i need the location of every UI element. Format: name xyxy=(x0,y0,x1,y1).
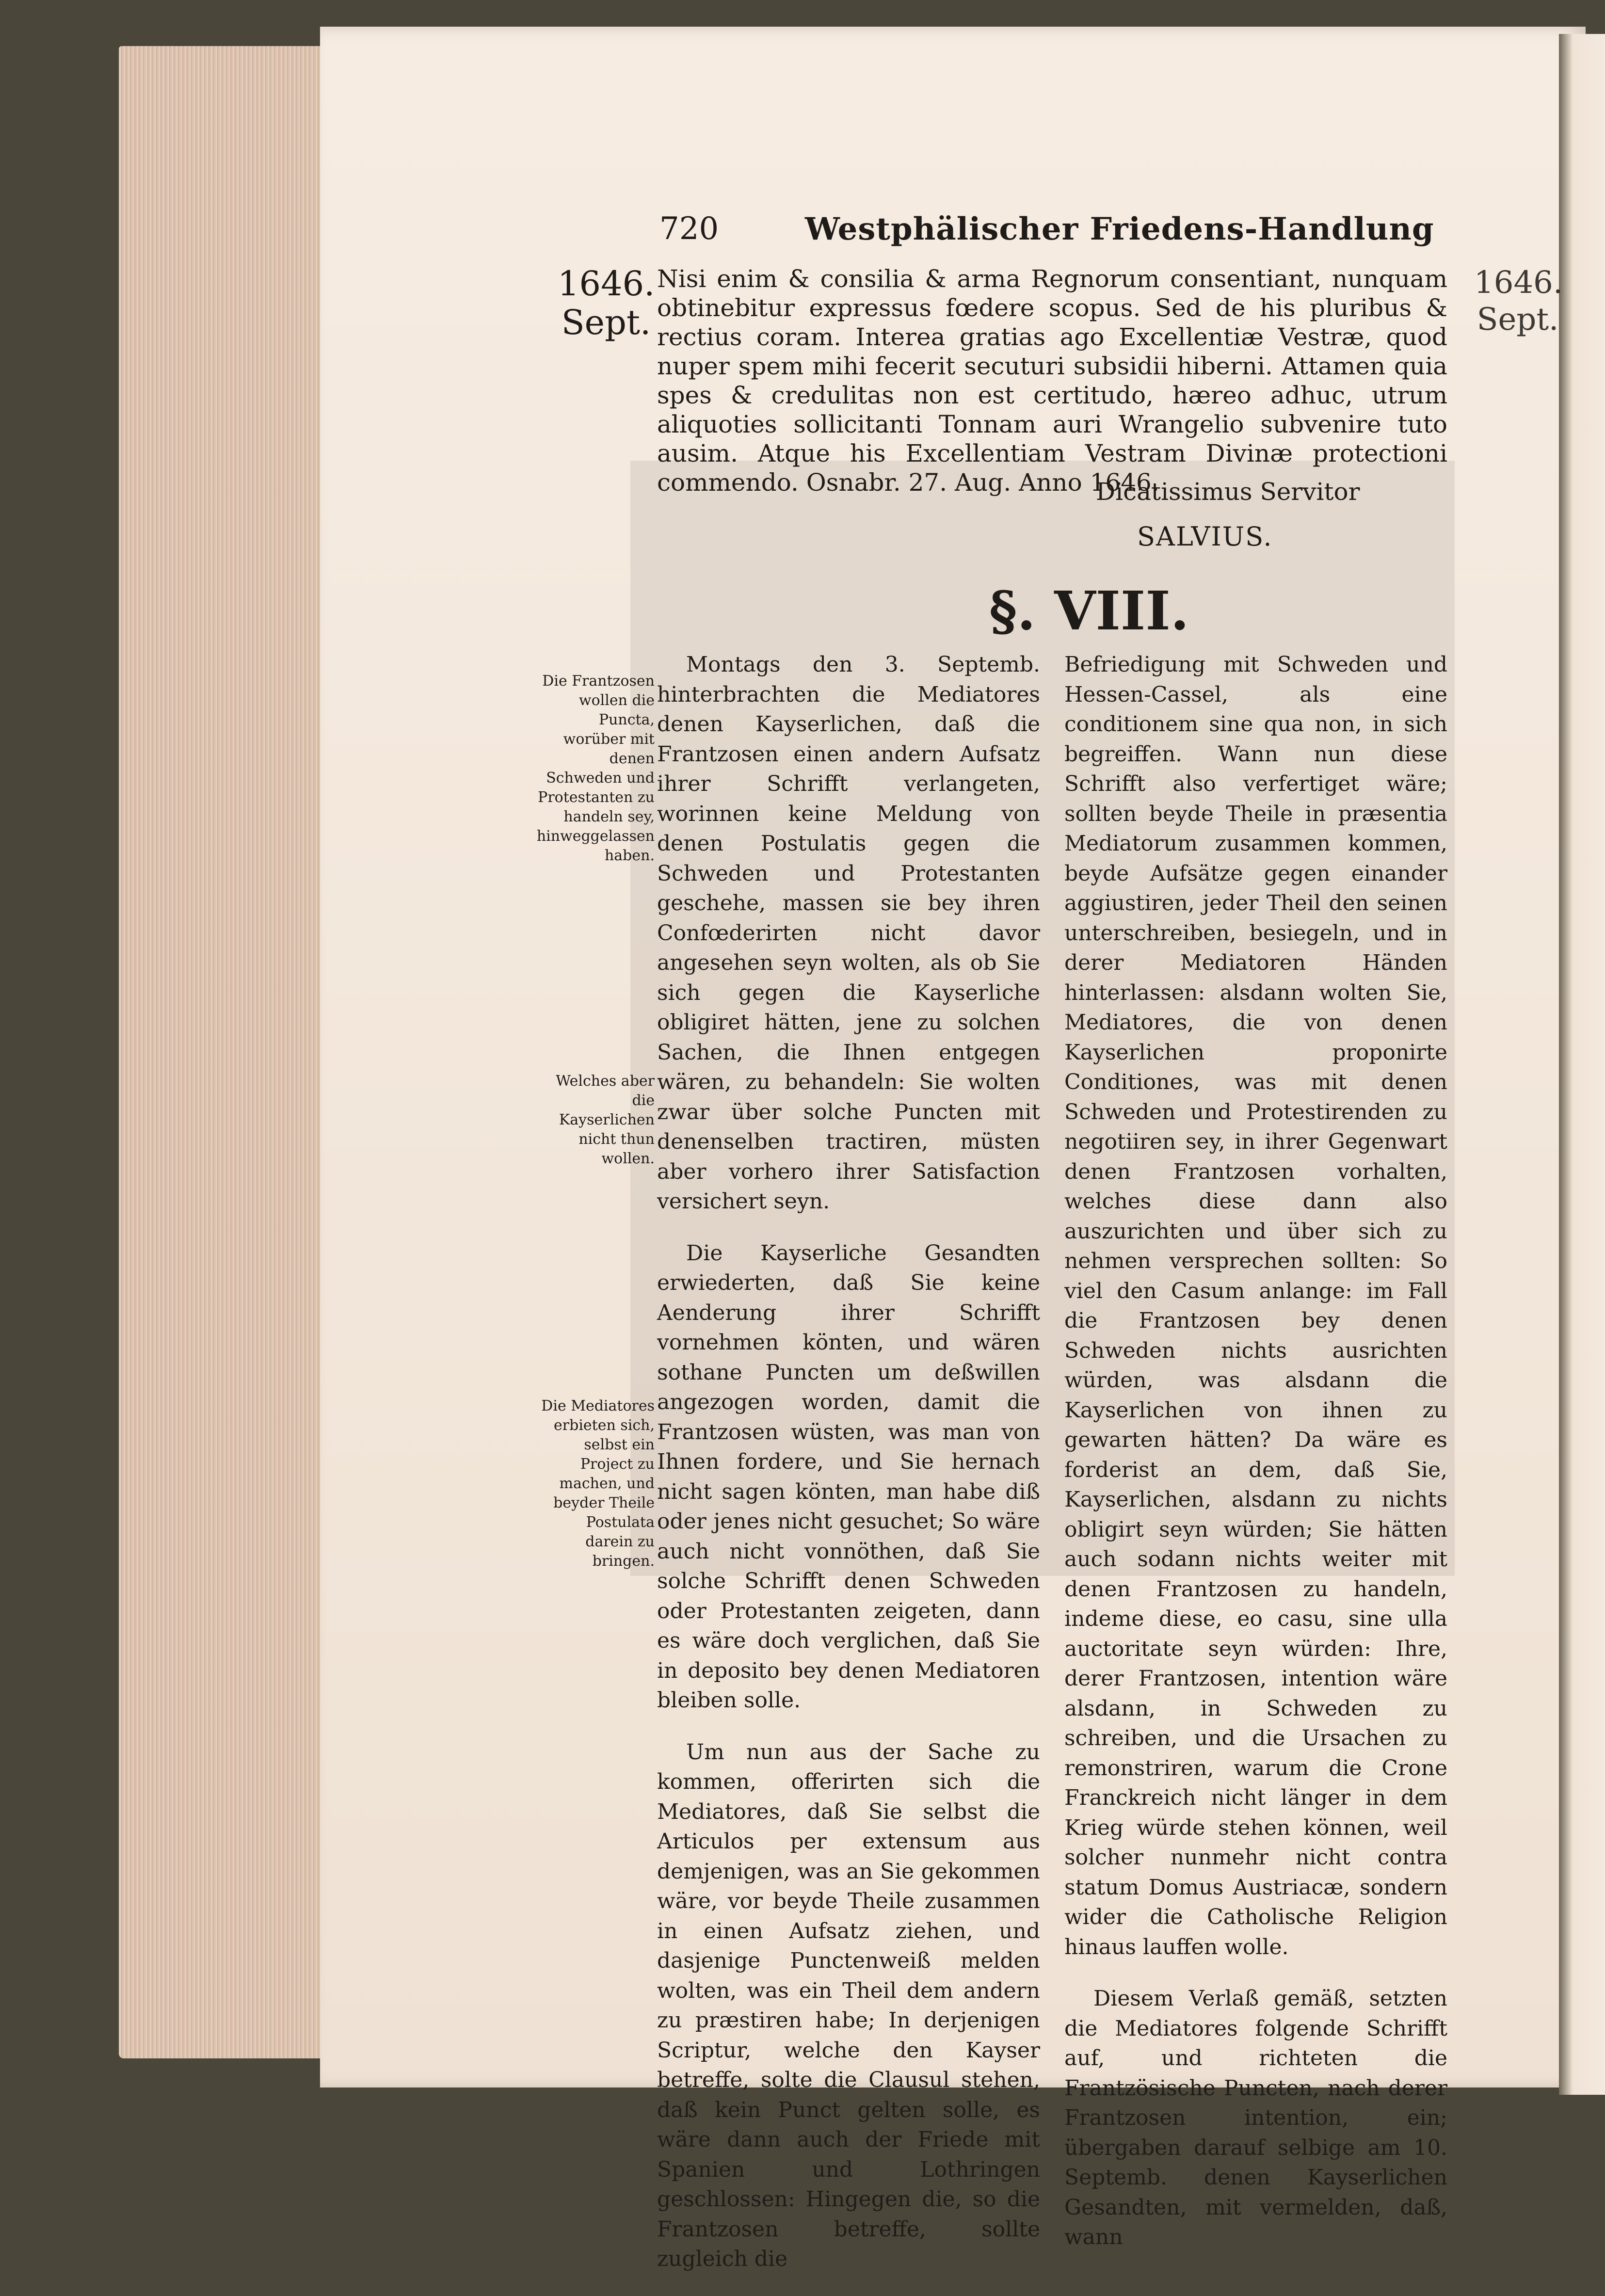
margin-date-facing xyxy=(1474,264,1561,338)
sidenote: Welches aber die Kayserlichen nicht thun wollen. xyxy=(556,1073,655,1167)
page-number: 720 xyxy=(659,211,719,247)
left-column xyxy=(657,650,1040,2296)
running-title: Westphälischer Friedens-Handlung xyxy=(805,211,1434,247)
closing-signature: SALVIUS. xyxy=(1137,521,1273,552)
latin-paragraph xyxy=(657,264,1447,497)
margin-year-facing: 1646. xyxy=(1474,265,1563,301)
paragraph: Befriedigung mit Schweden und Hessen-Cassel, als eine conditionem sine qua non, in sich begreiffen. Wann nun diese Schrifft also verfertiget wäre; sollten beyde Theile in præsentia Mediatorum zusammen kommen, beyde Aufsätze gegen einander aggiustiren, jeder Theil den seinen unterschreiben, besiegeln, und in derer Mediatoren Händen hinterlassen: alsdann wolten Sie, Mediatores, die von denen Kayserlichen proponirte Conditiones, was mit denen Schweden und Protestirenden zu negotiiren sey, in ihrer Gegenwart denen Frantzosen vorhalten, welches diese dann also auszurichten und über sich zu nehmen versprechen sollten: So viel den Casum anlange: im Fall die Frantzosen bey denen Schweden nichts ausrichten würden, was alsdann die Kayserlichen von ihnen zu gewarten hätten? Da wäre es forderist an dem, daß Sie, Kayserlichen, alsdann zu nichts obligirt seyn würden; Sie hätten auch sodann nichts weiter mit denen Frantzosen zu handeln, indeme diese, eo casu, sine ulla auctoritate seyn würden: Ihre, derer Frantzosen, intention wäre alsdann, in Schweden zu schreiben, und die Ursachen zu remonstriren, warum die Crone Franckreich nicht länger in dem Krieg würde stehen können, weil solcher nunmehr nicht contra statum Domus Austriacæ, sondern wider die Catholische Religion hinaus lauffen wolle. xyxy=(1064,652,1447,1959)
facing-page-gutter xyxy=(1559,34,1605,2095)
paragraph: Diesem Verlaß gemäß, setzten die Mediatores folgende Schrifft auf, und richteten die Frantzösische Puncten, nach derer Frantzosen intention, ein; übergaben darauf selbige am 10. Septemb. denen Kayserlichen Gesandten, mit vermelden, daß, wann xyxy=(1064,1986,1447,2249)
margin-month: Sept. xyxy=(561,303,651,342)
sidenote: Die Mediatores erbieten sich, selbst ein Project zu machen, und beyder Theile Postulata darein zu bringen. xyxy=(541,1397,655,1570)
right-column xyxy=(1064,650,1447,2274)
margin-date xyxy=(558,264,655,342)
paragraph: Montags den 3. Septemb. hinterbrachten die Mediatores denen Kayserlichen, daß die Frantzosen einen andern Aufsatz ihrer Schrifft verlangeten, worinnen keine Meldung von denen Postulatis gegen die Schweden und Protestanten geschehe, massen sie bey ihren Confœderirten nicht davor angesehen seyn wolten, als ob Sie sich gegen die Kayserliche obligiret hätten, jene zu solchen Sachen, die Ihnen entgegen wären, zu behandeln: Sie wolten zwar über solche Puncten mit denenselben tractiren, müsten aber vorhero ihrer Satisfaction versichert seyn. xyxy=(657,652,1040,1214)
paragraph: Die Kayserliche Gesandten erwiederten, daß Sie keine Aenderung ihrer Schrifft vornehmen könten, und wären sothane Puncten um deßwillen angezogen worden, damit die Frantzosen wüsten, was man von Ihnen fordere, und Sie hernach nicht sagen könten, man habe diß oder jenes nicht gesuchet; So wäre auch nicht vonnöthen, daß Sie solche Schrifft denen Schweden oder Protestanten zeigeten, dann es wäre doch verglichen, daß Sie in deposito bey denen Mediatoren bleiben solle. xyxy=(657,1240,1040,1713)
book-page-edges xyxy=(119,46,332,2058)
page-header xyxy=(659,211,1542,250)
sidenote: Die Frantzosen wollen die Puncta, worüber mit denen Schweden und Protestanten zu handeln sey, hinweggelassen haben. xyxy=(536,673,655,864)
closing-salutation: Dicatissimus Servitor xyxy=(1096,478,1360,506)
paragraph: Um nun aus der Sache zu kommen, offerirten sich die Mediatores, daß Sie selbst die Articulos per extensum aus demjenigen, was an Sie gekommen wäre, vor beyde Theile zusammen in einen Aufsatz ziehen, und dasjenige Punctenweiß melden wolten, was ein Theil dem andern zu præstiren habe; In derjenigen Scriptur, welche den Kayser betreffe, solte die Clausul stehen, daß kein Punct gelten solle, es wäre dann auch der Friede mit Spanien und Lothringen geschlossen: Hingegen die, so die Frantzosen betreffe, sollte zugleich die xyxy=(657,1739,1040,2271)
latin-text: Nisi enim & consilia & arma Regnorum consentiant, nunquam obtinebitur expressus fœdere scopus. Sed de his pluribus & rectius coram. Interea gratias ago Excellentiæ Vestræ, quod nuper spem mihi fecerit secuturi subsidii hiberni. Attamen quia spes & credulitas non est certitudo, hæreo adhuc, utrum aliquoties sollicitanti Tonnam auri Wrangelio subvenire tuto ausim. Atque his Excellentiam Vestram Divinæ protectioni commendo. Osnabr. 27. Aug. Anno 1646. xyxy=(657,265,1447,497)
margin-month-facing: Sept. xyxy=(1477,302,1559,337)
margin-year: 1646. xyxy=(558,264,655,304)
section-heading: §. VIII. xyxy=(989,579,1189,642)
